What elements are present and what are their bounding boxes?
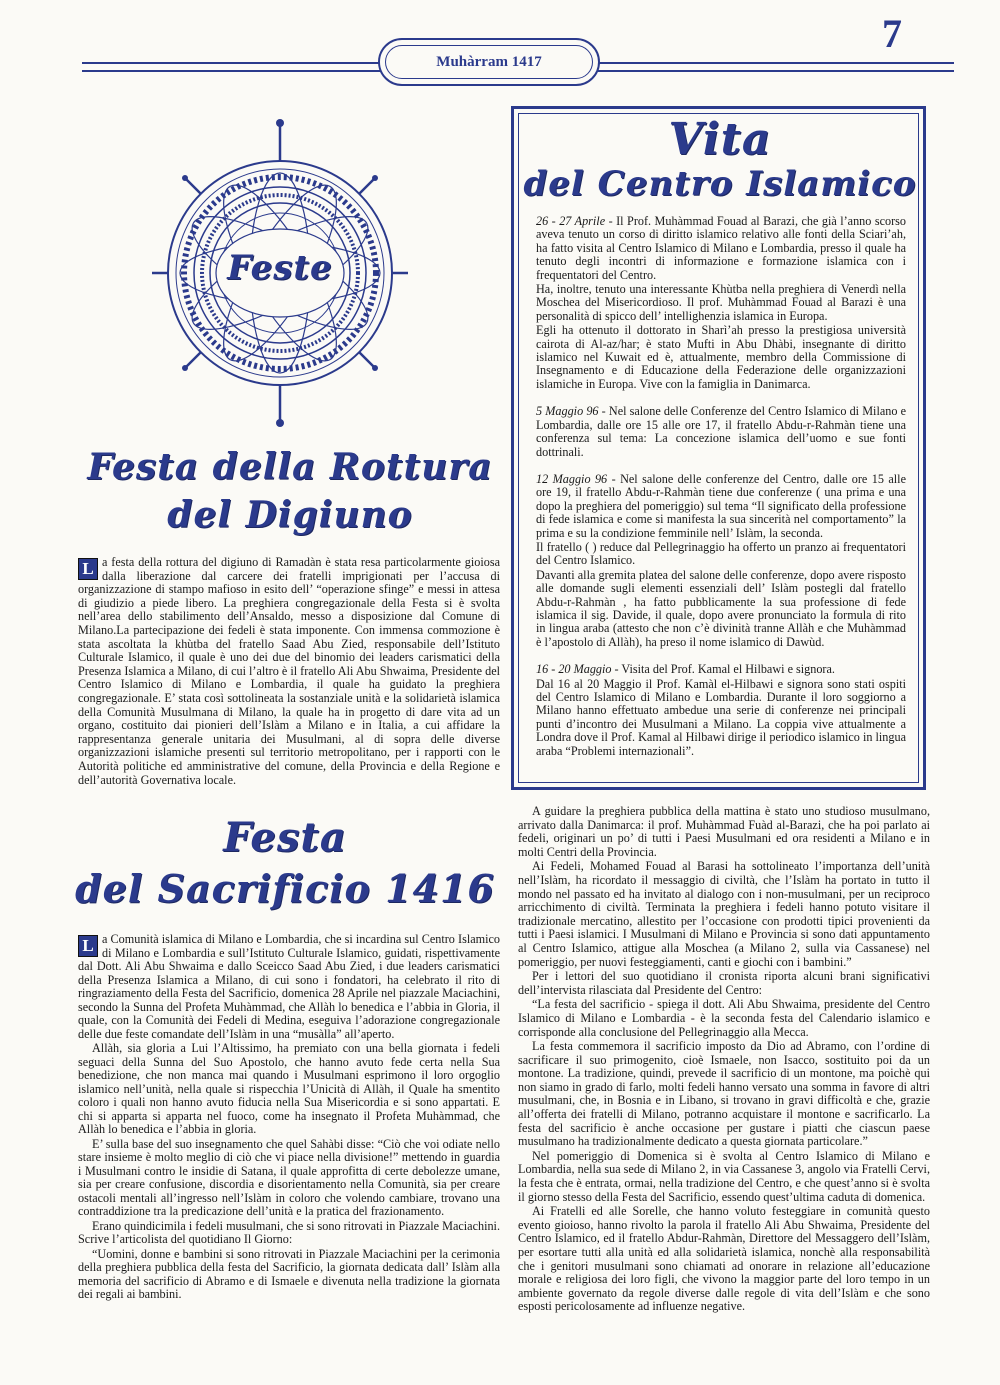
paragraph-text: a Comunità islamica di Milano e Lombardia, che si incardina sul Centro Islamico di Milano e Lombardia e sull’Istituto Culturale Islamico, guidati, rispettivamente dal Dott. Ali Abu Shwaima e dallo Sceicco Saad Abu Zied, i due leaders carismatici della Presenza Islamica a Milano, di cui sono i fondatori, ha celebrato il rito di ringraziamento della Festa del Sacrificio, domenica 28 Aprile nel piazzale Maciachini, secondo la Sunna del Profeta Muhàmmad, che Allàh lo benedica e l’abbia in Gloria, il quale, con la Comunità dei Fedeli di Medina, eseguiva l’adorazione congregazionale delle due feste comandate dell’Islàm in una “musàlla” all’aperto.: [78, 932, 500, 1041]
rottura-title-line1: Festa della Rottura: [87, 446, 493, 488]
sacrificio-title-line2: del Sacrificio 1416: [75, 866, 495, 911]
vita-paragraph: [536, 405, 906, 459]
vita-paragraph: [536, 473, 906, 540]
paragraph-text: Il fratello ( ) reduce dal Pellegrinaggio ha offerto un pranzo ai frequentatori del Centro Islamico.: [536, 539, 906, 568]
sacrificio-paragraph: Ai Fedeli, Mohamed Fouad al Barasi ha sottolineato l’importanza dell’unità nell’Islàm, ha ricordato il messaggio di civiltà, che l’Islàm ha portato in tutto il mondo nel passato ed ha invitato al dialogo con i non-musulmani, per un reciproco arricchimento di civiltà. Terminata la preghiera i fedeli hanno potuto visitare il tradizionale mercatino, allestito per l’occasione con prodotti tipici provenienti da tutti i Paesi islamici. I Musulmani di Milano e Provincia si sono dati appuntamento al Centro Islamico, attigue alla Moschea (a Milano 2, sulla via Cassanese) nel pomeriggio, per nuovi festeggiamenti, canti e giochi con i bambini.”: [518, 859, 930, 969]
dropcap: L: [78, 558, 98, 580]
sacrificio-paragraph: Per i lettori del suo quotidiano il cronista riporta alcuni brani significativi dell’intervista rilasciata dal Presidente del Centro:: [518, 969, 930, 997]
event-date: 12 Maggio 96: [536, 471, 608, 486]
sacrificio-paragraph: A guidare la preghiera pubblica della mattina è stato uno studioso musulmano, arrivato dalla Danimarca: il prof. Muhàmmad Fuàd al-Barazi, che ha poi parlato ai fedeli, originari un po’ di tutti i Paesi Musulmani ed ora residenti a Milano e in molti Centri della Provincia.: [518, 804, 930, 859]
vita-body: [536, 215, 906, 759]
sacrificio-paragraph: [78, 1248, 500, 1302]
vita-paragraph: [536, 569, 906, 649]
vita-title-line2: del Centro Islamico: [523, 164, 917, 204]
sacrificio-right-column: [518, 805, 930, 1315]
sacrificio-paragraph: Ai Fratelli ed alle Sorelle, che hanno voluto festeggiare in comunità questo evento gioioso, hanno rivolto la parola il fratello Ali Abu Shwaima, Presidente del Centro Islamico, ed il fratello Abdur-Rahmàn, Direttore del Messaggero dell’Islàm, per esortare tutti alla unità ed alla solidarietà islamica, nonchè alla responsabilità che i genitori musulmani sono chiamati ad onorare in relazione all’educazione morale e religiosa dei loro figli, che vivono la maggior parte del loro tempo in un ambiente governato da regole diverse dalle regole di vita dell’Islàm e che sono esposti pericolosamente ad influenze negative.: [518, 1204, 930, 1314]
vita-paragraph: [536, 324, 906, 391]
sacrificio-left-column: [78, 933, 500, 1303]
vita-paragraph: [536, 541, 906, 568]
event-date: 16 - 20 Maggio: [536, 662, 612, 677]
paragraph-text: Egli ha ottenuto il dottorato in Sharì’ah presso la prestigiosa università cairota di Al-az/har; è stato Mufti in Abu Dhàbi, insegnante di diritto islamico nel Kuwait ed è, attualmente, membro della Commissione di Insegnamento e di Educazione della Federazione delle organizzazioni islamiche in Europa. Vive con la famiglia in Danimarca.: [536, 323, 906, 391]
feste-ornament: [150, 118, 410, 428]
vita-title-line1: Vita: [668, 114, 772, 165]
issue-label: Muhàrram 1417: [436, 53, 542, 70]
vita-paragraph: [536, 283, 906, 323]
event-date: 5 Maggio 96: [536, 404, 599, 419]
feste-label: Feste: [227, 248, 333, 288]
paragraph-text: Davanti alla gremita platea del salone delle conferenze, dopo avere risposto alle domande sugli elementi essenziali dell’ Islàm postegli dal fratello Abdu-r-Rahmàn , ha fatto pubblicamente la sua professione di fede islamica il sig. Davide, il quale, dopo avere pronunciato la formula di rito in lingua araba (attesto che non c’è divinità tranne Allàh e che Muhàmmad è l’apostolo di Allàh), ha preso il nome islamico di Dawùd.: [536, 567, 906, 649]
issue-badge: [378, 38, 600, 86]
sacrificio-paragraph: [78, 1220, 500, 1247]
sacrificio-paragraph: [78, 933, 500, 1041]
vita-paragraph: [536, 663, 906, 676]
rottura-title-line2: del Digiuno: [167, 494, 413, 536]
page-number: 7: [882, 11, 902, 56]
paragraph-text: - Nel salone delle conferenze del Centro, dalle ore 15 alle ore 19, il fratello Abdu-r-Rahmàn tiene due conferenze ( una prima e una dopo la preghiera del pomeriggio) sul tema “Il significato della professione di fede islamica e come si manifesta la sua sincerità nel comportamento” la prima e su la condizione femminile nell’ Islàm, la seconda.: [536, 471, 906, 540]
paragraph-text: Allàh, sia gloria a Lui l’Altissimo, ha premiato con una bella giornata i fedeli seguaci della Sunna del Suo Apostolo, che hanno avuto fede certa nella Sua benedizione, che non manca mai quando i Musulmani esprimono il loro orgoglio islamico nell’unità, nella quale si rispecchia l’Unicità di Allàh, il Quale ha smentito coloro i quali non hanno avuto fiducia nella Sua Misericordia e si sono appartati. E chi si apparta si apparta nel fuoco, come ha insegnato il Profeta Muhàmmad, che Allàh lo benedica e l’abbia in gloria.: [78, 1041, 500, 1136]
vita-paragraph: [536, 678, 906, 758]
sacrificio-paragraph: La festa commemora il sacrificio imposto da Dio ad Abramo, con l’ordine di sacrificare il suo primogenito, cioè Ismaele, non Isacco, sostituito poi da un montone. La tradizione, quindi, prevede il sacrificio di un montone, ma poichè qui non siamo in grado di farlo, molti fedeli hanno versato una somma in favore di altri musulmani, che, in Bosnia e in Libano, si trovano in gravi difficoltà e che, grazie all’offerta dei fratelli di Milano, potranno acquistare il montone e sacrificarlo. La festa del sacrificio è anche occasione per gustare i piatti che ciascun paese musulmano ha tradizionalmente dedicato a questa giornata particolare.”: [518, 1039, 930, 1149]
vita-paragraph: [536, 215, 906, 282]
paragraph-text: - Visita del Prof. Kamal el Hilbawi e signora.: [611, 662, 835, 677]
sacrificio-title-line1: Festa: [223, 814, 347, 861]
sacrificio-paragraph: “La festa del sacrificio - spiega il dott. Ali Abu Shwaima, presidente del Centro Islamico di Milano e Lombardia - è la seconda festa del Calendario islamico e corrisponde alla conclusione del Pellegrinaggio alla Mecca.: [518, 997, 930, 1039]
paragraph-text: Erano quindicimila i fedeli musulmani, che si sono ritrovati in Piazzale Maciachini. Scrive l’articolista del quotidiano Il Giorno:: [78, 1218, 500, 1246]
paragraph-text: - Nel salone delle Conferenze del Centro Islamico di Milano e Lombardia, dalle ore 15 alle ore 17, il fratello Abdu-r-Rahmàn tiene una conferenza sul tema: La concezione islamica dell’uomo e sue fonti dottrinali.: [536, 404, 906, 459]
dropcap: L: [78, 935, 98, 957]
rottura-text: a festa della rottura del digiuno di Ramadàn è stata resa particolarmente gioiosa dalla liberazione dal carcere dei fratelli imprigionati per l’accusa di organizzazione di stampo mafioso in esito dell’ “operazione sfinge” e messi in attesa di giudizio a piede libero. La preghiera congregazionale della Festa si è svolta nell’area dello stabilimento dell’Ansaldo, messo a disposizione dal Comune di Milano.La partecipazione dei fedeli è stata imponente. Con immensa commozione è stata ascoltata la khùtba del fratello Saad Abu Zied, responsabile dell’Istituto Culturale Islamico, il quale è uno dei due del binomio dei leaders carismatici della Presenza Islamica a Milano, di cui l’altro è il fratello Ali Abu Shwaima, Presidente del Centro Islamico di Milano e Lombardia, il quale ha guidato la preghiera congregazionale. E’ stata così sottolineata la sostanziale unità e la solidarietà islamica della Comunità Musulmana di Milano, la quale ha in progetto di dare vita ad un organo, costituito dai pionieri dell’Islàm a Milano e in Italia, a cui affidare la rappresentanza generale unitaria dei Musulmani, al di sopra delle diverse organizzazioni islamiche presenti sul territorio metropolitano, per i rapporti con le Autorità politiche ed amministrative del comune, della Provincia e della Regione e dell’autorità Governativa locale.: [78, 555, 500, 787]
sacrificio-paragraph: [78, 1042, 500, 1137]
event-date: 26 - 27 Aprile: [536, 214, 606, 228]
paragraph-text: - Il Prof. Muhàmmad Fouad al Barazi, che già l’anno scorso aveva tenuto un corso di diritto islamico relativo alle fonti della Sciari’ah, ha fatto visita al Centro Islamico di Milano e Lombardia, presso il quale ha tenuto degli incontri di informazione e formazione islamica con i frequentatori del Centro.: [536, 214, 906, 282]
sacrificio-paragraph: [78, 1138, 500, 1219]
paragraph-text: “Uomini, donne e bambini si sono ritrovati in Piazzale Maciachini per la cerimonia della preghiera pubblica della festa del Sacrificio, la giornata dedicata dall’ Islàm alla memoria del sacrificio di Abramo e di Ismaele e divenuta nella tradizione la giornata dei regali ai bambini.: [78, 1246, 500, 1301]
rottura-body: [78, 556, 500, 788]
paragraph-text: E’ sulla base del suo insegnamento che quel Sahàbi disse: “Ciò che voi odiate nello stare insieme è molto meglio di ciò che vi piace nella divisione!” mettendo in guardia i Musulmani contro le insidie di Satana, il quale approfitta di certe debolezze umane, sia per creare confusione, discordia e disorientamento nella Comunità, sia per creare ostacoli mentali all’ingresso nell’Islàm in coloro che volendo cambiare, trovano una contraddizione tra la predicazione dell’unità e la pratica del frazionamento.: [78, 1136, 500, 1218]
paragraph-text: Dal 16 al 20 Maggio il Prof. Kamàl el-Hilbawi e signora sono stati ospiti del Centro Islamico di Milano e Lombardia. Durante il loro soggiorno a Milano hanno effettuato ambedue una serie di conferenze nei principali punti d’incontro dei Musulmani a Milano. La coppia vive attualmente a Londra dove il Prof. Kamal al Hilbawi dirige il periodico islamico in lingua araba “Problemi internazionali”.: [536, 676, 906, 758]
sacrificio-paragraph: Nel pomeriggio di Domenica si è svolta al Centro Islamico di Milano e Lombardia, nella sua sede di Milano 2, in via Cassanese 3, angolo via Fratelli Cervi, la festa che è entrata, ormai, nella tradizione del Centro, e che quest’anno si è svolta il giorno stesso della Festa del Sacrificio, essendo quest’ultima caduta di domenica.: [518, 1148, 930, 1204]
paragraph-text: Ha, inoltre, tenuto una interessante Khùtba nella preghiera di Venerdì nella Moschea del Misericordioso. Il prof. Muhàmmad Fouad al Barazi è una personalità di spicco dell’ intellighenzia islamica in Europa.: [536, 282, 906, 323]
